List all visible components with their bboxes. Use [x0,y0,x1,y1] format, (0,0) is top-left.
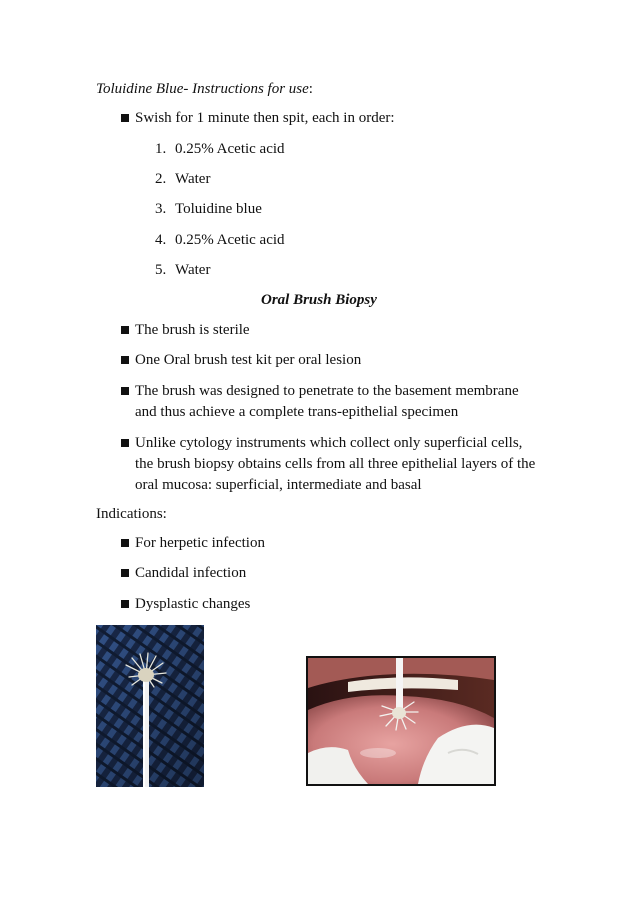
step-number: 2. [155,171,167,187]
bullet-text: One Oral brush test kit per oral lesion [135,352,362,368]
bullet-text: oral mucosa: superficial, intermediate and basal [135,477,422,493]
square-bullet-icon [121,326,129,334]
bullet-text: The brush is sterile [135,322,250,338]
step-number: 3. [155,201,167,217]
square-bullet-icon [121,569,129,577]
step-number: 4. [155,232,167,248]
brush-biopsy-title: Oral Brush Biopsy [261,292,377,308]
bullet-text: and thus achieve a complete trans-epithelial specimen [135,404,459,420]
step-text: Toluidine blue [175,201,262,217]
brush-on-mesh-photo [96,625,204,787]
step-text: Water [175,171,211,187]
bullet-text: the brush biopsy obtains cells from all three epithelial layers of the [135,456,536,472]
toluidine-heading-colon: : [308,81,313,97]
indication-item: Candidal infection [135,565,247,581]
step-number: 5. [155,262,167,278]
step-number: 1. [155,141,167,157]
square-bullet-icon [121,439,129,447]
brush-in-mouth-illustration [308,658,494,784]
indications-label: Indications: [96,506,167,522]
step-text: 0.25% Acetic acid [175,141,285,157]
square-bullet-icon [121,600,129,608]
toluidine-heading [96,80,313,98]
toluidine-heading-text: Toluidine Blue- Instructions for use [96,81,309,97]
step-text: Water [175,262,211,278]
square-bullet-icon [121,114,129,122]
bullet-text: The brush was designed to penetrate to the basement membrane [135,383,519,399]
bullet-text: Unlike cytology instruments which collect only superficial cells, [135,435,523,451]
square-bullet-icon [121,356,129,364]
brush-on-mesh-illustration [96,625,204,787]
brush-in-mouth-photo [306,656,496,786]
instruction-text: Swish for 1 minute then spit, each in order: [135,110,395,126]
square-bullet-icon [121,539,129,547]
indication-item: Dysplastic changes [135,596,251,612]
square-bullet-icon [121,387,129,395]
step-text: 0.25% Acetic acid [175,232,285,248]
indication-item: For herpetic infection [135,535,265,551]
